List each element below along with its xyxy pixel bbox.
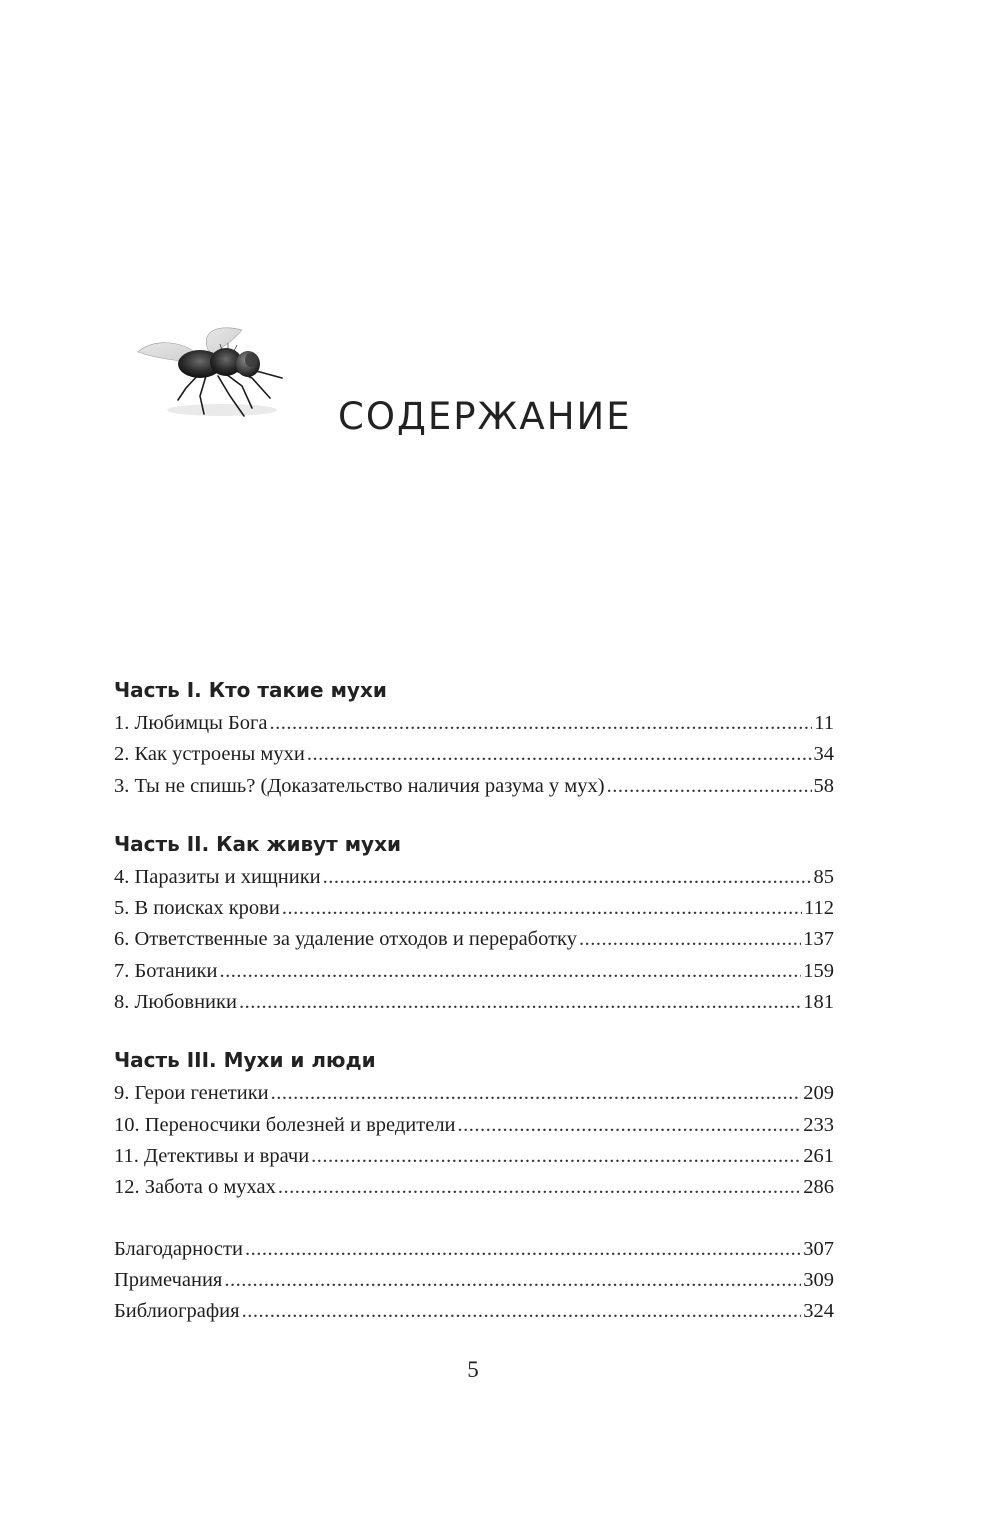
- toc-entry[interactable]: [114, 1234, 834, 1265]
- toc-entry[interactable]: [114, 1141, 834, 1172]
- table-of-contents: [114, 672, 834, 1327]
- toc-entry-page: 309: [803, 1268, 834, 1291]
- toc-entry-label: 3. Ты не спишь? (Доказательство наличия разума у мух): [114, 774, 605, 797]
- fly-illustration: [130, 318, 290, 428]
- toc-entry[interactable]: [114, 1078, 834, 1109]
- toc-entry-label: 9. Герои генетики: [114, 1082, 269, 1105]
- part-title-3: Часть III. Мухи и люди: [114, 1048, 376, 1073]
- dot-leader: [224, 1265, 801, 1296]
- toc-entry-label: Благодарности: [114, 1237, 243, 1260]
- toc-entry-page: 233: [803, 1113, 834, 1136]
- toc-entry-page: 307: [803, 1237, 834, 1260]
- toc-entry[interactable]: [114, 1110, 834, 1141]
- toc-entry[interactable]: [114, 987, 834, 1018]
- toc-entry-label: 12. Забота о мухах: [114, 1176, 276, 1199]
- toc-entry-label: 11. Детективы и врачи: [114, 1144, 310, 1167]
- toc-entry-page: 85: [813, 865, 834, 888]
- toc-entry-page: 261: [803, 1144, 834, 1167]
- toc-entry[interactable]: [114, 1265, 834, 1296]
- dot-leader: [307, 739, 812, 770]
- toc-entry[interactable]: [114, 1296, 834, 1327]
- dot-leader: [270, 708, 813, 739]
- toc-entry-page: 209: [803, 1082, 834, 1105]
- toc-entry[interactable]: [114, 956, 834, 987]
- dot-leader: [239, 987, 801, 1018]
- part-title-2: Часть II. Как живут мухи: [114, 831, 402, 856]
- dot-leader: [282, 893, 802, 924]
- dot-leader: [219, 956, 801, 987]
- dot-leader: [579, 924, 801, 955]
- dot-leader: [245, 1234, 801, 1265]
- toc-entry[interactable]: [114, 924, 834, 955]
- toc-entry-page: 137: [803, 928, 834, 951]
- toc-entry-label: 10. Переносчики болезней и вредители: [114, 1113, 456, 1136]
- dot-leader: [278, 1172, 801, 1203]
- toc-entry-page: 58: [813, 774, 834, 797]
- toc-entry-label: Примечания: [114, 1268, 223, 1291]
- toc-entry[interactable]: [114, 862, 834, 893]
- dot-leader: [271, 1078, 802, 1109]
- toc-entry-page: 11: [814, 712, 834, 734]
- toc-entry-label: 6. Ответственные за удаление отходов и переработку: [114, 928, 577, 951]
- toc-entry-page: 324: [803, 1300, 834, 1323]
- toc-entry-label: Библиография: [114, 1300, 240, 1323]
- dot-leader: [323, 862, 812, 893]
- toc-entry-label: 2. Как устроены мухи: [114, 743, 305, 766]
- toc-entry-page: 181: [803, 991, 834, 1014]
- toc-entry-label: 7. Ботаники: [114, 959, 218, 982]
- toc-entry-label: 8. Любовники: [114, 991, 237, 1014]
- toc-entry[interactable]: [114, 893, 834, 924]
- toc-entry-page: 286: [803, 1176, 834, 1199]
- dot-leader: [607, 771, 812, 802]
- toc-entry-label: 1. Любимцы Бога: [114, 712, 268, 734]
- toc-entry[interactable]: [114, 739, 834, 770]
- dot-leader: [458, 1110, 802, 1141]
- page-number: 5: [467, 1357, 479, 1382]
- toc-entry[interactable]: [114, 708, 834, 739]
- toc-entry[interactable]: [114, 1172, 834, 1203]
- part-title-1: Часть I. Кто такие мухи: [114, 678, 387, 702]
- toc-entry-page: 112: [804, 897, 834, 920]
- dot-leader: [242, 1296, 802, 1327]
- toc-entry-label: 5. В поисках крови: [114, 897, 280, 920]
- toc-entry[interactable]: [114, 771, 834, 802]
- toc-entry-page: 34: [813, 743, 834, 766]
- toc-entry-page: 159: [803, 959, 834, 982]
- dot-leader: [311, 1141, 801, 1172]
- page-title: СОДЕРЖАНИЕ: [338, 395, 632, 438]
- toc-entry-label: 4. Паразиты и хищники: [114, 865, 321, 888]
